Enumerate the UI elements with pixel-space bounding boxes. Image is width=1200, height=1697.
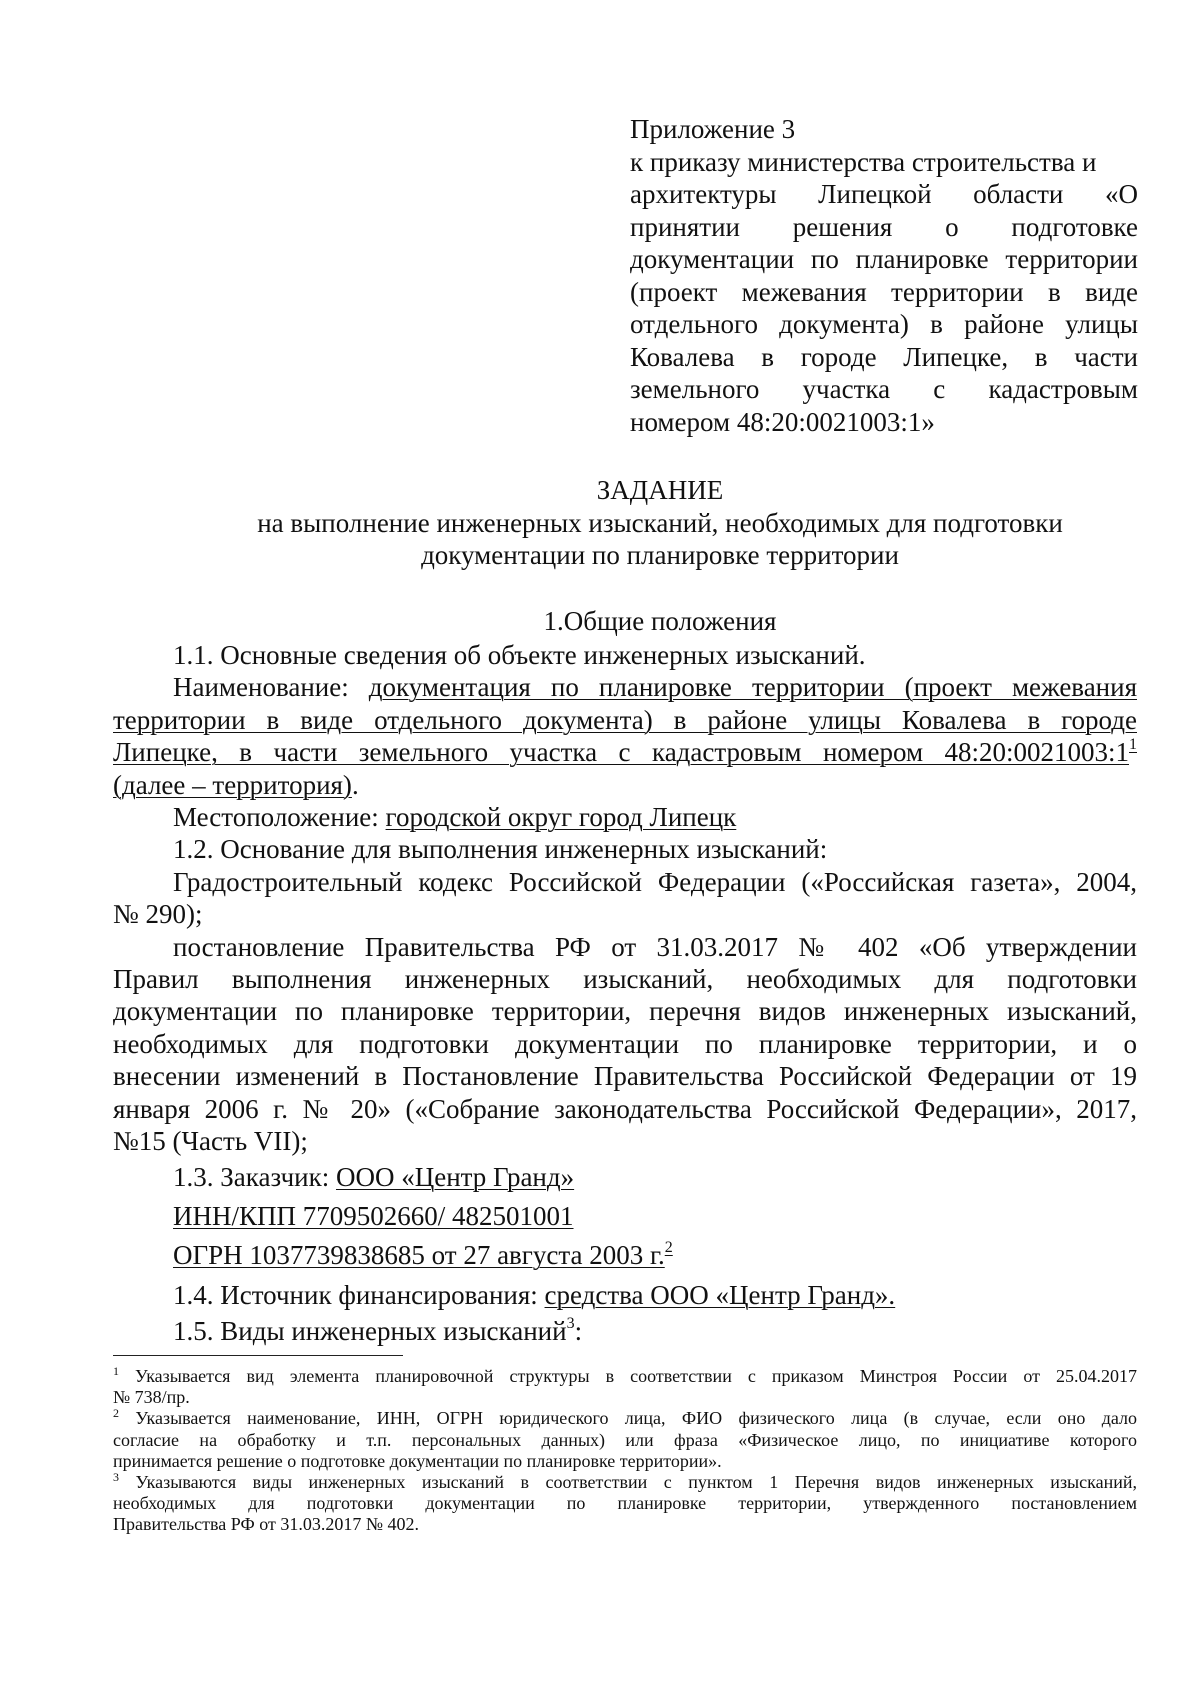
location-label: Местоположение: [173, 802, 386, 833]
section-1-heading: 1.Общие положения [543, 606, 777, 636]
survey-types-label: 1.5. Виды инженерных изысканий [173, 1316, 567, 1347]
footnote-ref-2[interactable]: 2 [664, 1239, 673, 1257]
footnote-2-number: 2 [113, 1406, 119, 1421]
name-line-3 [113, 736, 1137, 768]
footnote-3-text-1: Указываются виды инженерных изысканий в соответствии с пунктом 1 Перечня видов инженерных изысканий, [119, 1472, 1137, 1493]
resolution-line-2: Правил выполнения инженерных изысканий, необходимых для подготовки [113, 964, 1137, 995]
resolution-line-3: документации по планировке территории, перечня видов инженерных изысканий, [113, 996, 1137, 1027]
paragraph-1-1: 1.1. Основные сведения об объекте инженерных изысканий. [173, 640, 866, 670]
appendix-line-6: (проект межевания территории в виде [630, 276, 1138, 307]
resolution-line-1: постановление Правительства РФ от 31.03.2017 № 402 «Об утверждении [173, 931, 1137, 962]
footnote-ref-3[interactable]: 3 [566, 1315, 575, 1333]
name-label: Наименование: [173, 672, 369, 703]
resolution-line-7: №15 (Часть VII); [113, 1126, 308, 1157]
resolution-line-5: внесении изменений в Постановление Правительства Российской Федерации от 19 [113, 1061, 1137, 1092]
footnote-1-line-1 [113, 1366, 1137, 1387]
grad-code-line-1: Градостроительный кодекс Российской Федерации («Российская газета», 2004, [173, 866, 1137, 897]
name-line-4 [113, 769, 1137, 801]
footnote-divider [113, 1355, 403, 1356]
name-value-3: Липецке, в части земельного участка с кадастровым номером 48:20:0021003:1 [113, 737, 1129, 768]
footnotes [113, 1366, 1137, 1536]
grad-code-line-2: № 290); [113, 899, 203, 930]
footnote-3-line-3: Правительства РФ от 31.03.2017 № 402. [113, 1514, 419, 1535]
footnote-3-line-1 [113, 1472, 1137, 1493]
appendix-line-3: архитектуры Липецкой области «О [630, 179, 1138, 209]
customer-value: ООО «Центр Гранд» [335, 1161, 575, 1192]
appendix-line-5: документации по планировке территории [630, 244, 1138, 274]
name-value-4: (далее – территория) [113, 769, 352, 800]
inn-line [113, 1200, 1137, 1232]
appendix-line-9: земельного участка с кадастровым [630, 374, 1138, 404]
name-line-1 [113, 671, 1137, 703]
finance-line [113, 1279, 1137, 1311]
resolution-line-6: января 2006 г. № 20» («Собрание законодательства Российской Федерации», 2017, [113, 1093, 1137, 1124]
footnote-1-text-1: Указывается вид элемента планировочной структуры в соответствии с приказом Минстроя России от 25.04.2017 [119, 1366, 1137, 1386]
document-body [113, 639, 1137, 1348]
ogrn-value: ОГРН 1037739838685 от 27 августа 2003 г. [173, 1240, 665, 1271]
appendix-line-1: Приложение 3 [630, 114, 796, 144]
footnote-2-line-1 [113, 1408, 1137, 1429]
appendix-line-2: к приказу министерства строительства и [630, 146, 1097, 177]
title-line-2: документации по планировке территории [421, 540, 899, 570]
paragraph-1-2: 1.2. Основание для выполнения инженерных изысканий: [173, 834, 828, 865]
footnote-1-line-2: № 738/пр. [113, 1387, 190, 1408]
footnote-2-text-1: Указывается наименование, ИНН, ОГРН юридического лица, ФИО физического лица (в случае, если оно дало [119, 1408, 1137, 1429]
appendix-line-7: отдельного документа) в районе улицы [630, 309, 1138, 339]
name-value-4-end: . [351, 769, 359, 800]
appendix-line-10: номером 48:20:0021003:1» [630, 406, 935, 437]
appendix-line-4: принятии решения о подготовке [630, 211, 1138, 242]
survey-types-end: : [574, 1316, 583, 1347]
name-line-2: территории в виде отдельного документа) в районе улицы Ковалева в городе [113, 704, 1137, 735]
survey-types-line [113, 1315, 1137, 1347]
footnote-2-line-3: принимается решение о подготовке документации по планировке территории». [113, 1450, 722, 1471]
footnote-ref-1[interactable]: 1 [1129, 736, 1137, 754]
name-value-1: документация по планировке территории (проект межевания [368, 672, 1138, 703]
footnote-3-line-2: необходимых для подготовки документации по планировке территории, утвержденного постановлением [113, 1493, 1137, 1514]
footnote-3-number: 3 [113, 1470, 119, 1485]
document-title [130, 474, 1190, 572]
customer-line [113, 1161, 1137, 1193]
footnote-1-number: 1 [113, 1364, 119, 1378]
footnote-2-line-2: согласие на обработку и т.п. персональных данных) или фраза «Физическое лицо, по инициативе которого [113, 1429, 1137, 1450]
appendix-header [630, 113, 1138, 438]
finance-value: средства ООО «Центр Гранд». [544, 1279, 896, 1310]
title-heading: ЗАДАНИЕ [596, 475, 724, 505]
inn-value: ИНН/КПП 7709502660/ 482501001 [173, 1200, 574, 1231]
location-line [113, 801, 1137, 833]
location-value: городской округ город Липецк [385, 802, 737, 833]
customer-label: 1.3. Заказчик: [173, 1161, 336, 1192]
appendix-line-8: Ковалева в городе Липецке, в части [630, 341, 1138, 372]
title-line-1: на выполнение инженерных изысканий, необходимых для подготовки [257, 507, 1063, 538]
finance-label: 1.4. Источник финансирования: [173, 1279, 545, 1310]
resolution-line-4: необходимых для подготовки документации по планировке территории, и о [113, 1028, 1137, 1059]
ogrn-line [113, 1239, 1137, 1271]
